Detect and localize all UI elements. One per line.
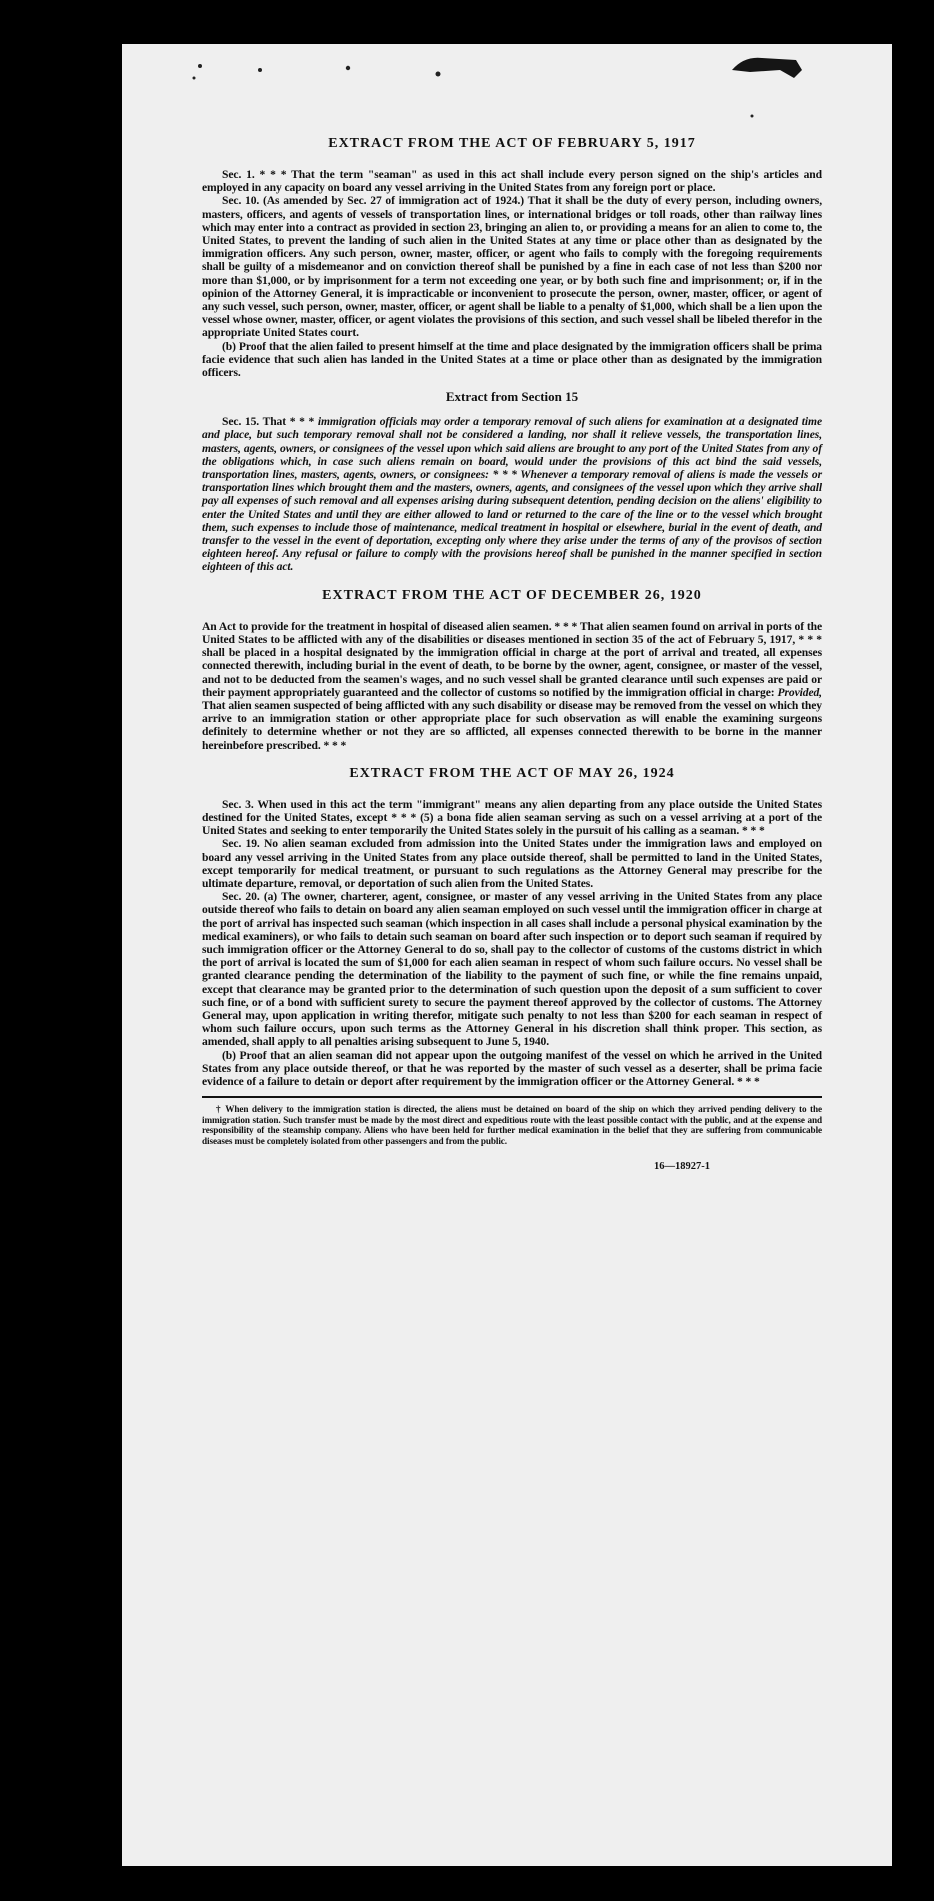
form-code: 16—18927-1 xyxy=(654,1160,710,1172)
act-1920-body: An Act to provide for the treatment in hospital of diseased alien seamen. * * * That alien seamen found on arrival in ports of the United States to be afflicted with any of the disabilities or diseases mentioned in section 35 of the act of February 5, 1917, * * * shall be placed in a hospital designated by the immigration official in charge at the port of arrival and treated, all expenses connected therewith, including burial in the event of death, to be borne by the owner, agent, consignee, or master of the vessel, and not to be deducted from the seamen's wages, and no such vessel shall be granted clearance until such expenses are paid or their payment appropriately guaranteed and the collector of customs so notified by the immigration official in charge: xyxy=(202,619,822,699)
heading-section-15: Extract from Section 15 xyxy=(445,389,579,405)
footnote: † When delivery to the immigration station is directed, the aliens must be detained on board of the ship on which they arrived pending delivery to the immigration station. Such transfer must be made by the most direct and expeditious route with the least possible contact with the public, and at the expense and responsibility of the steamship company. Aliens who have been held for further medical examination in the belief that they are suffering from communicable diseases must be completely isolated from other passengers and from the public. xyxy=(202,1104,822,1146)
section-15-lead: Sec. 15. That * * * xyxy=(222,415,315,429)
footnote-divider xyxy=(202,1096,822,1098)
section-20a-paragraph: Sec. 20. (a) The owner, charterer, agent, consignee, or master of any vessel arriving in the United States from any place outside thereof who fails to detain on board any alien seaman employed on such vessel until the immigration officer in charge at the port of arrival has inspected such seaman (which inspection in all cases shall include a personal physical examination by the medical examiners), or who fails to detain such seaman on board after such inspection or to deport such seaman if required by such immigration officer or the Attorney General to do so, shall pay to the collector of customs of the customs district in which the port of arrival is located the sum of $1,000 for each alien seaman in respect of whom such failure occurs. No vessel shall be granted clearance pending the determination of the liability to the payment of such fine, or while the fine remains unpaid, except that clearance may be granted prior to the determination of such question upon the deposit of a sum sufficient to cover such fine, or of a bond with sufficient surety to secure the payment thereof approved by the collector of customs. The Attorney General may, upon application in writing therefor, mitigate such penalty to not less than $200 for each seaman in respect of whom such failure occurs, upon such terms as the Attorney General in his discretion shall think proper. This section, as amended, shall apply to all penalties arising subsequent to June 5, 1940. xyxy=(202,890,822,1049)
section-19-paragraph: Sec. 19. No alien seaman excluded from admission into the United States under the immigration laws and employed on board any vessel arriving in the United States from any place outside thereof, shall be permitted to land in the United States, except temporarily for medical treatment, or pursuant to such regulations as the Attorney General may prescribe for the ultimate departure, removal, or deportation of such alien from the United States. xyxy=(202,837,822,890)
section-20b-paragraph: (b) Proof that an alien seaman did not appear upon the outgoing manifest of the vessel on which he arrived in the United States from any place outside thereof, or that he was reported by the master of such vessel as a deserter, shall be prima facie evidence of a failure to detain or deport after requirement by the immigration officer or the Attorney General. * * * xyxy=(202,1048,822,1088)
section-15-paragraph xyxy=(202,415,822,573)
section-10b-paragraph: (b) Proof that the alien failed to present himself at the time and place designated by the immigration officers shall be prima facie evidence that such alien has landed in the United States at a time or place other than as designated by the immigration officers. xyxy=(202,339,822,380)
heading-act-1917: EXTRACT FROM THE ACT OF FEBRUARY 5, 1917 xyxy=(328,136,696,151)
act-1920-tail: That alien seamen suspected of being afflicted with any such disability or disease may be removed from the vessel on which they arrive to an immigration station or other appropriate place for such observation as will enable the examining surgeons definitely to determine whether or not they are so afflicted, all expenses connected therewith to be borne in the manner hereinbefore prescribed. * * * xyxy=(202,698,822,752)
section-3-paragraph: Sec. 3. When used in this act the term "immigrant" means any alien departing from any place outside the United States destined for the United States, except * * * (5) a bona fide alien seaman serving as such on a vessel arriving at a port of the United States and seeking to enter temporarily the United States solely in the pursuit of his calling as a seaman. * * * xyxy=(202,797,822,838)
scan-marks xyxy=(122,44,892,164)
section-15-body: immigration officials may order a temporary removal of such aliens for examination at a designated time and place, but such temporary removal shall not be considered a landing, nor shall it relieve vessels, the transportation lines, masters, agents, owners, or consignees of the vessel upon which said aliens are brought to any port of the United States from any of the obligations which, in case such aliens remain on board, would under the provisions of this act bind the said vessels, transportation lines, masters, agents, owners, or consignees: * * * Whenever a temporary removal of aliens is made the vessels or transportation lines which brought them and the masters, owners, agents, and consignees of the vessel upon which they arrive shall pay all expenses of such removal and all expenses arising during subsequent detention, pending decision on the aliens' eligibility to enter the United States and until they are either allowed to land or returned to the care of the line or to the vessel which brought them, such expenses to include those of maintenance, medical treatment in hospital or elsewhere, burial in the event of death, and transfer to the vessel in the event of deportation, excepting only where they arise under the terms of any of the provisos of section eighteen hereof. Any refusal or failure to comply with the provisions hereof shall be punished in the manner specified in section eighteen of this act. xyxy=(202,415,822,574)
document-page xyxy=(122,44,892,1866)
section-10-paragraph: Sec. 10. (As amended by Sec. 27 of immigration act of 1924.) That it shall be the duty of every person, including owners, masters, officers, and agents of vessels of transportation lines, or international bridges or toll roads, other than railway lines which may enter into a contract as provided in section 23, bringing an alien to, or providing a means for an alien to come to, the United States, to prevent the landing of such alien in the United States at any time or place other than as designated by the immigration officers. Any such person, owner, master, officer, or agent who fails to comply with the foregoing requirements shall be guilty of a misdemeanor and on conviction thereof shall be punished by a fine in each case of not less than $200 nor more than $1,000, or by imprisonment for a term not exceeding one year, or by both such fine and imprisonment; or, if in the opinion of the Attorney General, it is impracticable or inconvenient to prosecute the person, owner, master, officer, or agent of any such vessel, such person, owner, master, officer, or agent shall be liable to a penalty of $1,000, which shall be a lien upon the vessel whose owner, master, officer, or agent violates the provisions of this section, and such vessel shall be libeled therefor in the appropriate United States court. xyxy=(202,194,822,340)
heading-act-1924: EXTRACT FROM THE ACT OF MAY 26, 1924 xyxy=(349,765,675,781)
section-1-paragraph: Sec. 1. * * * That the term "seaman" as used in this act shall include every person signed on the ship's articles and employed in any capacity on board any vessel arriving in the United States from any foreign port or place. xyxy=(202,168,822,195)
act-1920-paragraph xyxy=(202,620,822,752)
heading-act-1920: EXTRACT FROM THE ACT OF DECEMBER 26, 1920 xyxy=(322,587,702,603)
act-1920-proviso: Provided, xyxy=(777,685,822,699)
